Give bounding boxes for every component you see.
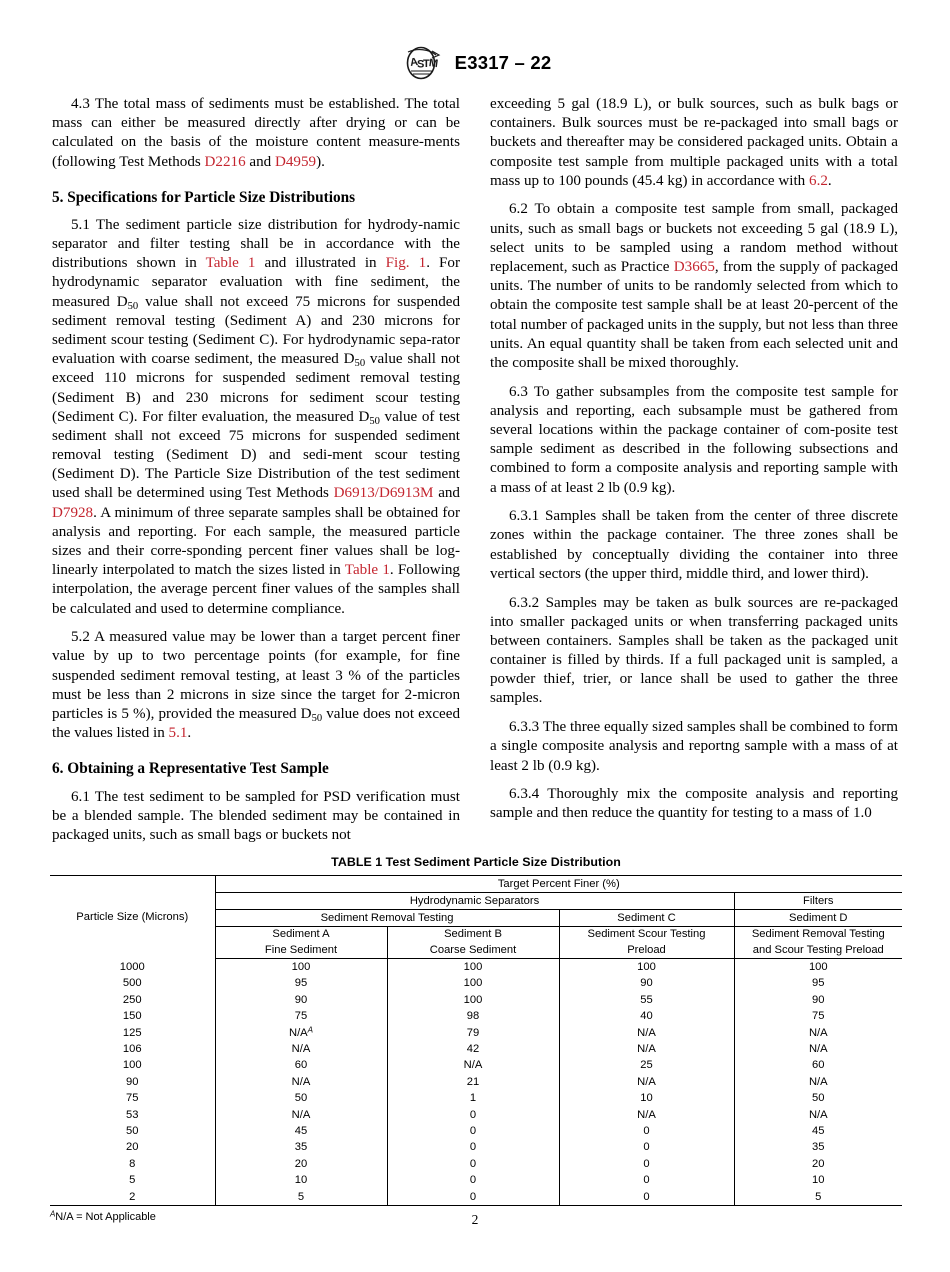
table-caption: TABLE 1 Test Sediment Particle Size Distribution bbox=[331, 855, 621, 869]
section-heading-6: 6. Obtaining a Representative Test Sample bbox=[52, 760, 329, 778]
cell-sediment-d: 10 bbox=[734, 1172, 902, 1188]
table-row bbox=[50, 1074, 902, 1090]
subscript-d50-c: 50 bbox=[369, 415, 380, 427]
cell-sediment-a: 90 bbox=[294, 993, 308, 1006]
cell-particle-size: 500 bbox=[50, 975, 215, 991]
column-header-sediment-removal-testing: Sediment Removal Testing bbox=[215, 910, 559, 927]
paragraph-4-3 bbox=[52, 95, 460, 172]
table-row bbox=[50, 1008, 902, 1024]
table-row bbox=[50, 1090, 902, 1106]
cell-particle-size: 90 bbox=[50, 1074, 215, 1090]
table-header-row-1 bbox=[50, 876, 902, 893]
column-header-sediment-d-desc2: and Scour Testing Preload bbox=[752, 943, 884, 956]
cell-particle-size: 106 bbox=[50, 1041, 215, 1057]
right-column bbox=[490, 95, 898, 845]
column-header-sediment-c-desc1: Sediment Scour Testing bbox=[587, 928, 706, 940]
page-header bbox=[0, 40, 950, 86]
table-row bbox=[50, 1189, 902, 1206]
cell-sediment-b: 0 bbox=[387, 1172, 559, 1188]
cell-particle-size: 20 bbox=[50, 1139, 215, 1155]
cell-particle-size: 150 bbox=[50, 1008, 215, 1024]
paragraph-5-2-text-b: value does not exceed the values listed in bbox=[52, 706, 461, 742]
table-1-block bbox=[50, 855, 902, 1223]
table-row bbox=[50, 975, 902, 991]
paragraph-6-3-4: 6.3.4 Thoroughly mix the composite analysis and reporting sample and then reduce the quantity for testing to a mass of 1.0 bbox=[490, 786, 898, 822]
footnote-reference: A bbox=[307, 1025, 314, 1034]
paragraph-6-3: 6.3 To gather subsamples from the composite test sample for analysis and reporting, each subsample must be gathered from several locations within the package container of com-posite test sample sediment as described in the following subsections and combined to form a composite analysis and reporting sample with a mass of at least 2 lb (0.9 kg). bbox=[490, 383, 898, 496]
cell-sediment-d: 75 bbox=[734, 1008, 902, 1024]
particle-size-distribution-table bbox=[50, 875, 902, 1206]
cell-sediment-c: 25 bbox=[559, 1057, 734, 1073]
cell-sediment-a: 45 bbox=[294, 1125, 308, 1138]
two-column-body bbox=[52, 95, 898, 845]
column-header-sediment-d-desc1: Sediment Removal Testing bbox=[751, 928, 885, 940]
cell-sediment-b: 100 bbox=[387, 975, 559, 991]
cell-sediment-d: 35 bbox=[734, 1139, 902, 1155]
cell-sediment-d: 100 bbox=[734, 959, 902, 976]
table-row bbox=[50, 1025, 902, 1041]
cell-sediment-d: N/A bbox=[734, 1025, 902, 1041]
svg-text:A: A bbox=[408, 55, 419, 69]
table-row bbox=[50, 1041, 902, 1057]
cell-sediment-c: 0 bbox=[559, 1156, 734, 1172]
xref-d2216[interactable]: D2216 bbox=[204, 153, 246, 170]
paragraph-6-3-2: 6.3.2 Samples may be taken as bulk sources are re-packaged into smaller packaged units or when transferring packaged units between containers. Samples shall be taken as the packaged unit container is filled by thirds. If a full packaged unit is sampled, a powder thief, trier, or lance shall be used to gather the three samples. bbox=[490, 594, 898, 707]
cell-sediment-a: N/A bbox=[291, 1108, 311, 1121]
xref-table-1-b[interactable]: Table 1 bbox=[344, 562, 390, 579]
table-footnote-text: N/A = Not Applicable bbox=[55, 1211, 156, 1224]
paragraph-5-1-text-e: value shall not exceed 110 microns for suspended sediment removal testing (Sediment B) and 230 microns for sediment scour testing (Sediment C). For filter evaluation, the measured D bbox=[52, 351, 460, 425]
cell-sediment-b: 0 bbox=[387, 1139, 559, 1155]
svg-text:T: T bbox=[422, 58, 430, 70]
cell-sediment-b: 21 bbox=[387, 1074, 559, 1090]
cell-particle-size: 1000 bbox=[50, 959, 215, 976]
cell-sediment-d: 95 bbox=[734, 975, 902, 991]
cell-sediment-a: 95 bbox=[294, 977, 308, 990]
column-header-sediment-b bbox=[387, 927, 559, 959]
table-footnote-marker: A bbox=[50, 1209, 56, 1219]
xref-d6913[interactable]: D6913/D6913M bbox=[333, 485, 434, 502]
xref-table-1-a[interactable]: Table 1 bbox=[205, 255, 256, 272]
paragraph-4-3-text: 4.3 The total mass of sediments must be established. The total mass can either be measured directly after drying or can be calculated on the basis of the moisture content measure-ments (following Test Methods bbox=[52, 96, 460, 170]
paragraph-5-2-text-c: . bbox=[187, 725, 192, 742]
cell-particle-size: 5 bbox=[50, 1172, 215, 1188]
cell-particle-size: 250 bbox=[50, 992, 215, 1008]
astm-logo bbox=[399, 46, 443, 80]
paragraph-5-1-text-f: value of test sediment shall not exceed 75 microns for suspended sediment removal testing (Sediment D) and sedi-ment scour testing (Sediment D). The Particle Size Distribution of the test sediment used shall be determined using Test Methods bbox=[52, 408, 460, 502]
xref-fig-1[interactable]: Fig. 1 bbox=[385, 255, 427, 272]
cell-sediment-a: 35 bbox=[294, 1141, 308, 1154]
cell-sediment-c: 10 bbox=[559, 1090, 734, 1106]
table-row bbox=[50, 1139, 902, 1155]
paragraph-6-2 bbox=[490, 200, 898, 373]
paragraph-6-1-continued bbox=[490, 95, 898, 191]
svg-text:S: S bbox=[416, 58, 425, 71]
paragraph-6-1-cont-text-a: exceeding 5 gal (18.9 L), or bulk sources, such as bulk bags or containers. Bulk sources must be re-packaged into small bags or buckets and thereafter may be considered packaged units. Obtain a composite test sample from multiple packaged units with a total mass up to 100 pounds (45.4 kg) in accordance with bbox=[490, 96, 898, 189]
paragraph-5-1-text-a: 5.1 The sediment particle size distribution for hydrody-namic separator and filter testing shall be in accordance with the distributions shown in bbox=[52, 216, 460, 272]
cell-particle-size: 75 bbox=[50, 1090, 215, 1106]
paragraph-5-1-text-h: . A minimum of three separate samples shall be obtained for analysis and reporting. For each sample, the measured particle sizes and their corre-sponding percent finer values shall be log-linearly interpolated to match the sizes listed in bbox=[52, 504, 460, 579]
paragraph-5-1-text-d: value shall not exceed 75 microns for suspended sediment removal testing (Sediment A) and 230 microns for sediment scour testing (Sediment C). For hydrodynamic sepa-rator evaluation with coarse sediment, the measured D bbox=[52, 293, 460, 368]
cell-sediment-b: 100 bbox=[387, 959, 559, 976]
subscript-d50-a: 50 bbox=[127, 300, 139, 312]
paragraph-6-2-text-a: 6.2 To obtain a composite test sample from small, packaged units, such as small bags or buckets not exceeding 5 gal (18.9 L), select units to be sampled using a random method without replacement, such as Practice bbox=[490, 201, 898, 275]
cell-sediment-a: 75 bbox=[294, 1010, 308, 1023]
paragraph-5-2-text-a: 5.2 A measured value may be lower than a target percent finer value by up to two percentage points (for example, for fine suspended sediment removal testing, at least 3 % of the particles must be less than 2 microns in size since the target for 2-micron particles is 5 %), provided the measured D bbox=[52, 629, 460, 723]
cell-sediment-a: 50 bbox=[294, 1092, 308, 1105]
cell-sediment-d: N/A bbox=[734, 1107, 902, 1123]
cell-particle-size: 8 bbox=[50, 1156, 215, 1172]
cell-sediment-b: 0 bbox=[387, 1107, 559, 1123]
paragraph-4-3-text-b: and bbox=[245, 153, 275, 170]
subscript-d50-d: 50 bbox=[311, 713, 323, 724]
column-header-sediment-a bbox=[215, 927, 387, 959]
cell-particle-size: 125 bbox=[50, 1025, 215, 1041]
cell-sediment-c: N/A bbox=[559, 1041, 734, 1057]
cell-particle-size: 100 bbox=[50, 1057, 215, 1073]
page-number: 2 bbox=[471, 1212, 479, 1227]
cell-sediment-d: N/A bbox=[734, 1074, 902, 1090]
cell-sediment-c: N/A bbox=[559, 1025, 734, 1041]
cell-sediment-c: 0 bbox=[559, 1139, 734, 1155]
table-row bbox=[50, 1123, 902, 1139]
cell-sediment-b: N/A bbox=[387, 1057, 559, 1073]
cell-sediment-a: 100 bbox=[291, 961, 311, 973]
cell-sediment-c: N/A bbox=[559, 1107, 734, 1123]
xref-d4959[interactable]: D4959 bbox=[274, 153, 317, 170]
column-header-particle-size: Particle Size (Microns) bbox=[50, 876, 215, 959]
paragraph-4-3-text-c: ). bbox=[316, 153, 325, 170]
column-header-sediment-a-name: Sediment A bbox=[272, 928, 330, 940]
cell-sediment-b: 0 bbox=[387, 1189, 559, 1206]
svg-text:M: M bbox=[427, 57, 439, 71]
cell-particle-size: 50 bbox=[50, 1123, 215, 1139]
subscript-d50-b: 50 bbox=[354, 358, 366, 370]
paragraph-5-1-text-c: . For hydrodynamic separator evaluation with fine sediment, the measured D bbox=[52, 255, 460, 310]
cell-sediment-c: 55 bbox=[559, 992, 734, 1008]
column-header-target-percent-finer: Target Percent Finer (%) bbox=[215, 876, 902, 893]
cell-sediment-c: 90 bbox=[559, 975, 734, 991]
column-header-sediment-c: Sediment C bbox=[559, 910, 734, 927]
xref-d7928[interactable]: D7928 bbox=[52, 504, 94, 521]
column-header-sediment-b-name: Sediment B bbox=[444, 928, 502, 940]
cell-sediment-d: 60 bbox=[734, 1057, 902, 1073]
cell-sediment-d: 20 bbox=[734, 1156, 902, 1172]
paragraph-6-1-cont-text-b: . bbox=[827, 172, 832, 189]
table-row bbox=[50, 1107, 902, 1123]
cell-sediment-d: 5 bbox=[734, 1189, 902, 1206]
cell-sediment-d: N/A bbox=[734, 1041, 902, 1057]
table-header bbox=[50, 876, 902, 959]
paragraph-6-2-text-b: , from the supply of packaged units. The number of units to be randomly selected from which to obtain the composite test sample shall be at least 20-percent of the total number of packaged units in the supply, but not less than three units. An equal quantity shall be taken from each selected unit and the composite shall be mixed thoroughly. bbox=[490, 259, 898, 371]
table-row bbox=[50, 1156, 902, 1172]
cell-sediment-b: 98 bbox=[387, 1008, 559, 1024]
cell-sediment-c: N/A bbox=[559, 1074, 734, 1090]
paragraph-5-1-text-g: and bbox=[433, 485, 460, 502]
column-header-sediment-a-desc: Fine Sediment bbox=[264, 943, 338, 956]
cell-particle-size: 53 bbox=[50, 1107, 215, 1123]
cell-particle-size: 2 bbox=[50, 1189, 215, 1206]
paragraph-6-1: 6.1 The test sediment to be sampled for PSD verification must be a blended sample. The blended sediment may be contained in packaged units, such as small bags or buckets not bbox=[52, 788, 460, 843]
paragraph-5-2 bbox=[52, 628, 460, 743]
cell-sediment-a: 5 bbox=[215, 1189, 387, 1206]
cell-sediment-b: 0 bbox=[387, 1123, 559, 1139]
left-column bbox=[52, 95, 460, 845]
paragraph-6-3-3: 6.3.3 The three equally sized samples shall be combined to form a single composite analysis and reportng sample with a mass of at least 2 lb (0.9 kg). bbox=[490, 719, 898, 774]
table-body bbox=[50, 959, 902, 1206]
cell-sediment-d: 90 bbox=[734, 992, 902, 1008]
table-row bbox=[50, 1057, 902, 1073]
cell-sediment-b: 1 bbox=[387, 1090, 559, 1106]
cell-sediment-d: 50 bbox=[734, 1090, 902, 1106]
cell-sediment-c: 40 bbox=[559, 1008, 734, 1024]
xref-6-2[interactable]: 6.2 bbox=[809, 172, 828, 189]
cell-sediment-c: 0 bbox=[559, 1172, 734, 1188]
section-heading-5: 5. Specifications for Particle Size Distributions bbox=[52, 188, 356, 206]
cell-sediment-a: N/A bbox=[291, 1075, 311, 1088]
cell-sediment-b: 0 bbox=[387, 1156, 559, 1172]
document-designation: E3317 – 22 bbox=[454, 52, 552, 73]
column-header-sediment-d-desc bbox=[734, 927, 902, 959]
cell-sediment-b: 42 bbox=[387, 1041, 559, 1057]
cell-sediment-a: 20 bbox=[294, 1157, 308, 1170]
cell-sediment-a: N/A$^A$ bbox=[288, 1025, 314, 1039]
column-header-sediment-d: Sediment D bbox=[734, 910, 902, 927]
paragraph-6-3-1: 6.3.1 Samples shall be taken from the center of three discrete zones within the package container. The three zones shall be established by conceptually dividing the container into three vertical sectors (the upper third, middle third, and lower third). bbox=[490, 508, 898, 582]
column-header-sediment-c-desc bbox=[559, 927, 734, 959]
column-header-sediment-b-desc: Coarse Sediment bbox=[429, 943, 517, 956]
cell-sediment-b: 100 bbox=[387, 992, 559, 1008]
paragraph-5-1 bbox=[52, 216, 460, 619]
column-header-hydrodynamic-separators: Hydrodynamic Separators bbox=[215, 893, 734, 910]
table-row bbox=[50, 1172, 902, 1188]
paragraph-5-1-text-b: and illustrated in bbox=[255, 255, 386, 272]
cell-sediment-d: 45 bbox=[734, 1123, 902, 1139]
table-row bbox=[50, 992, 902, 1008]
cell-sediment-a: 60 bbox=[294, 1059, 308, 1072]
column-header-sediment-c-desc2: Preload bbox=[627, 943, 666, 956]
xref-d3665[interactable]: D3665 bbox=[673, 259, 715, 275]
cell-sediment-c: 100 bbox=[559, 959, 734, 976]
cell-sediment-b: 79 bbox=[387, 1025, 559, 1041]
cell-sediment-a: 10 bbox=[294, 1174, 308, 1187]
cell-sediment-c: 0 bbox=[559, 1123, 734, 1139]
cell-sediment-a: N/A bbox=[291, 1043, 311, 1056]
xref-5-1[interactable]: 5.1 bbox=[168, 725, 188, 742]
table-row bbox=[50, 959, 902, 976]
cell-sediment-c: 0 bbox=[559, 1189, 734, 1206]
column-header-filters: Filters bbox=[734, 893, 902, 910]
paragraph-5-1-text-i: . Following interpolation, the average percent finer values of the samples shall be calculated and used to determine compliance. bbox=[52, 562, 460, 617]
